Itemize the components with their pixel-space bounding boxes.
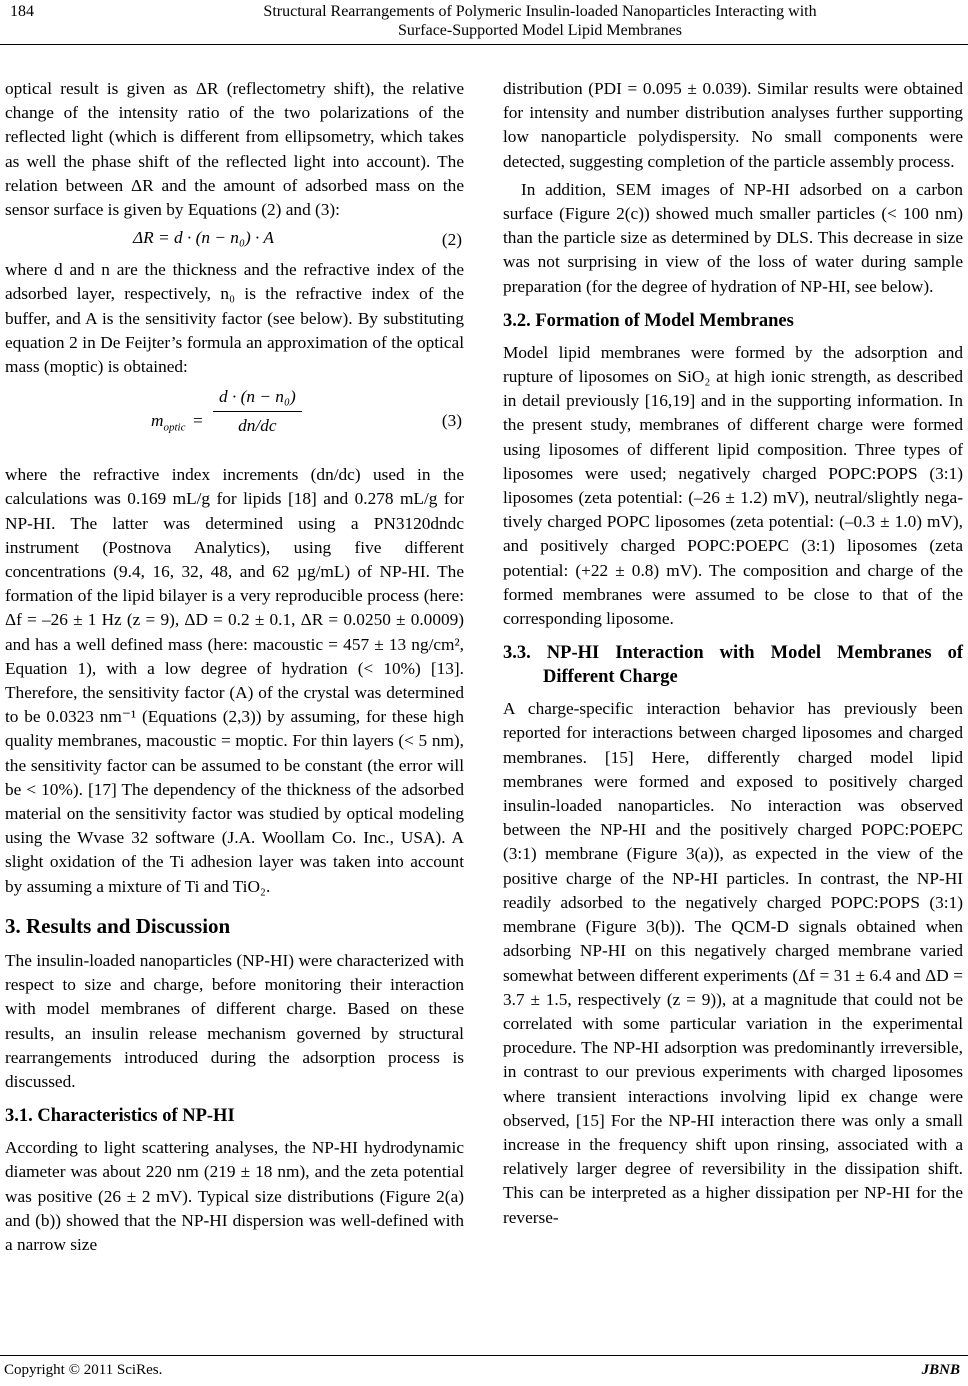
equation-3-equals: = [193, 411, 203, 431]
left-column [5, 77, 464, 1257]
running-title-line2: Surface-Supported Model Lipid Membranes [398, 22, 682, 39]
paragraph: The insulin-loaded nanoparticles (NP-HI) were characterized with respect to size and charge, before monitoring their interaction with model membranes of different charge. Based on these results, an insulin release mechanism governed by structural rearrangements introduced during the adsorption process is discussed. [5, 950, 464, 1091]
equation-3 [5, 383, 464, 459]
equation-3-lhs: $m_{optic}$ [151, 411, 186, 434]
subsection-heading-3-2: 3.2. Formation of Model Membranes [503, 310, 794, 331]
equation-3-fraction [213, 385, 302, 438]
equation-3-denominator: dn/dc [238, 416, 277, 436]
paragraph: In addition, SEM images of NP-HI adsorbed on a carbon surface (Figure 2(c)) showed much smaller particles (< 100 nm) than the particle size as determined by DLS. This decrease in size was not surprising in view of the loss of water during sample preparation (for the degree of hydration of NP-HI, see below). [503, 179, 963, 296]
subsection-heading-3-3: 3.3. NP-HI Interaction with Model Membranes of Different Charge [503, 643, 963, 688]
equation-3-number: (3) [441, 411, 462, 431]
header-rule [0, 44, 968, 45]
subsection-heading-3-1: 3.1. Characteristics of NP-HI [5, 1106, 235, 1127]
right-column [503, 77, 963, 1230]
paragraph: optical result is given as ΔR (reflectometry shift), the relative change of the intensity ratio of the two polarizations of the reflected light (which is different from ellipsometry, which takes as well the phase shift of the reflected light into account). The relation between ΔR and the amount of adsorbed mass on the sensor surface is given by Equations (2) and (3): [5, 79, 464, 220]
copyright-notice: Copyright © 2011 SciRes. [4, 1362, 163, 1378]
equation-2 [5, 224, 464, 256]
equation-2-body: ΔR = d · (n − n₀) · A [133, 228, 274, 248]
paragraph: distribution (PDI = 0.095 ± 0.039). Similar results were obtained for intensity and number distribution analyses further supporting low nanoparticle polydispersity. No small components were detected, suggesting completion of the particle assembly process. [503, 79, 963, 171]
page-number: 184 [10, 3, 34, 20]
section-heading-results: 3. Results and Discussion [5, 913, 231, 938]
page-header [0, 0, 968, 44]
equation-3-numerator: d · (n − n₀) [213, 385, 302, 412]
paragraph: A charge-specific interaction behavior has previously been reported for interactions between charged liposomes and charged membranes. [15] Here, differently charged model lipid membranes were formed and exposed to positively charged insulin-loaded nanoparticles. No interaction was observed between the NP-HI and the positively charged POPC:POEPC (3:1) membrane (Figure 3(a)), as expected in the view of the positive charge of the NP-HI particles. In contrast, the NP-HI readily adsorbed to the negatively charged POPC:POPS (3:1) membrane (Figure 3(b)). The QCM-D signals obtained when adsorbing NP-HI on this negatively charged membrane varied somewhat between different experiments (Δf = 31 ± 6.4 and ΔD = 3.7 ± 1.5, respectively (z = 9)), at a magnitude that could not be correlated with some particular variation in the experimental procedure. The NP-HI adsorption was predominantly irreversible, in contrast to our previous experiments with charged liposomes where transient interactions involving lipid ex change were observed, [15] For the NP-HI interaction there was only a small increase in the frequency shift upon rinsing, associated with a relatively larger degree of reversibility in the dissipation shift. This can be interpreted as a higher dissipation per NP-HI for the reverse- [503, 699, 963, 1227]
paragraph: Model lipid membranes were formed by the adsorption and rupture of liposomes on SiO₂ at high ionic strength, as described in detail previously [16,19] and in the supporting information. In the present study, membranes of different charge were formed using liposomes of different lipid composition. Three types of liposomes were used; negatively charged POPC:POPS (3:1) liposomes (zeta potential: (–26 ± 1.2) mV), neutral/slightly negatively charged POPC liposomes (zeta potential: (–0.3 ± 1.0) mV), and positively charged POPC:POEPC (3:1) liposomes (zeta potential: (+22 ± 0.8) mV). The composition and charge of the formed membranes were assumed to be close to that of the corresponding liposome. [503, 342, 963, 629]
journal-abbreviation: JBNB [921, 1362, 960, 1378]
footer-rule [0, 1355, 968, 1356]
equation-2-number: (2) [441, 230, 462, 250]
paragraph: where the refractive index increments (dn/dc) used in the calculations was 0.169 mL/g for lipids [18] and 0.278 mL/g for NP-HI. The latter was determined using a PN3120dndc instrument (Postnova Analytics), using five different concentrations (9.4, 16, 32, 48, and 62 µg/mL) of NP-HI. The formation of the lipid bilayer is a very reproducible process (here: Δf = –26 ± 1 Hz (z = 9), ΔD = 0.2 ± 0.1, ΔR = 0.0250 ± 0.0009) and has a well defined mass (here: macoustic = 457 ± 13 ng/cm², Equation 1), with a low degree of hydration (< 10%) [13]. Therefore, the sensitivity factor (A) of the crystal was determined to be 0.0323 nm⁻¹ (Equations (2,3)) by assuming, for these high quality membranes, macoustic = moptic. For thin layers (< 5 nm), the sensitivity factor can be assumed to be constant (the error will be < 10%). [17] The dependency of the thickness of the adsorbed material on the sensitivity factor was studied by optical modeling using the Wvase 32 software (J.A. Woollam Co. Inc., USA). A slight oxidation of the Ti adhesion layer was taken into account by assuming a mixture of Ti and TiO₂. [5, 465, 464, 896]
running-title [120, 2, 960, 40]
running-title-line1: Structural Rearrangements of Polymeric Insulin-loaded Nanoparticles Interacting with [263, 3, 817, 20]
paragraph: According to light scattering analyses, the NP-HI hydrodynamic diameter was about 220 nm (219 ± 18 nm), and the zeta potential was positive (26 ± 2 mV). Typical size distributions (Figure 2(a) and (b)) showed that the NP-HI dispersion was well-defined with a narrow size [5, 1138, 464, 1254]
paragraph: where d and n are the thickness and the refractive index of the adsorbed layer, respectively, n₀ is the refractive index of the buffer, and A is the sensitivity factor (see below). By substituting equation 2 in De Feijter’s formula an approximation of the optical mass (moptic) is obtained: [5, 260, 464, 377]
